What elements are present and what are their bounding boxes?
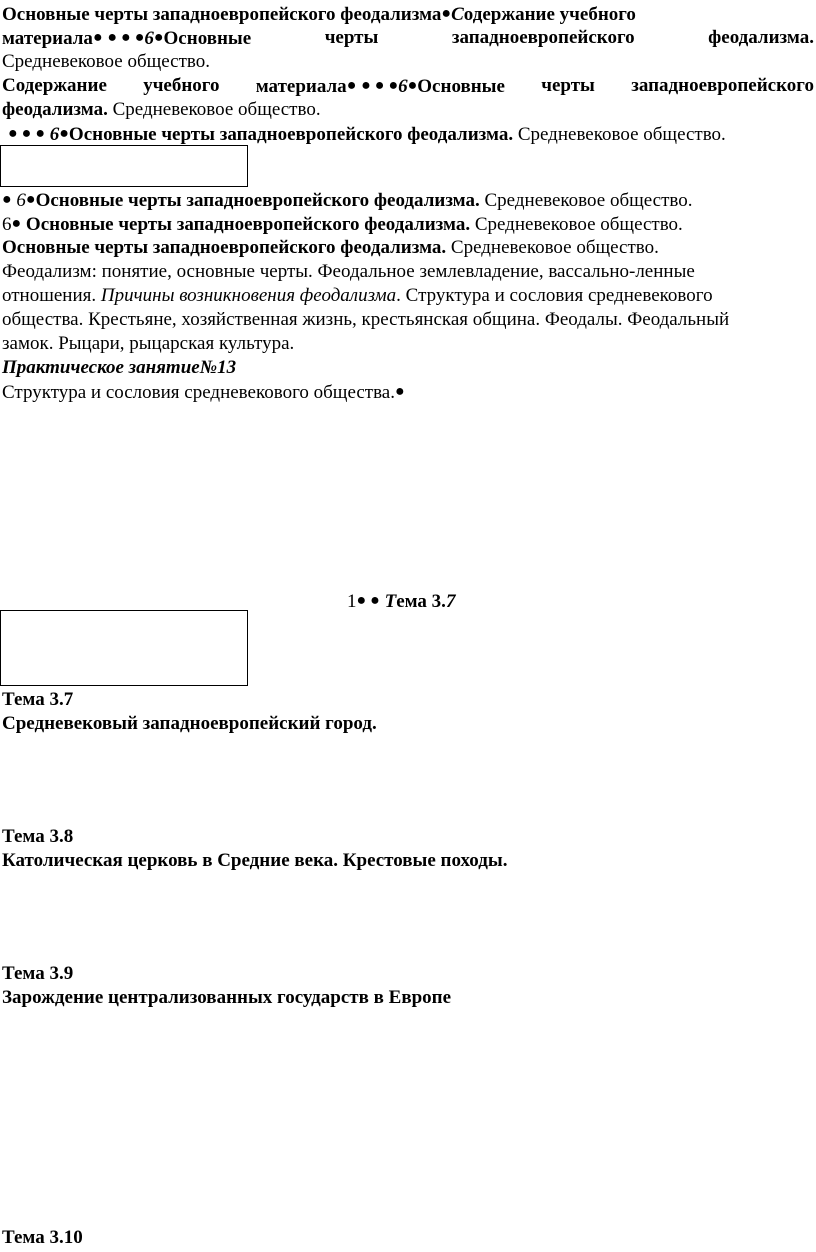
body-text: отношения. [2, 285, 101, 306]
bullet-dots-icon: ● ● [356, 592, 380, 609]
page-number: 1 [347, 591, 357, 612]
bullet-dots-icon: ● ● ● [107, 29, 145, 46]
bullet-dots-icon: ● ● ● [361, 77, 399, 94]
heading-line-4 [2, 74, 814, 100]
heading-word-group-4 [256, 74, 505, 100]
bullet-icon: ● [153, 29, 164, 46]
practice-label: Практическое занятие№13 [2, 357, 237, 378]
body-italic-text: Причины возникновения феодализма [100, 285, 397, 306]
bullet-dots-icon: ● ● ● [8, 125, 45, 142]
body-line-13: замок. Рыцари, рыцарская культура. [2, 333, 295, 354]
topic-title: Зарождение централизованных государств в Европе [2, 987, 452, 1008]
heading-text: Основные черты западноевропейского феодализма. [35, 190, 480, 211]
body-line-10: Феодализм: понятие, основные черты. Феодальное землевладение, вассально-ленные [2, 261, 695, 282]
practice-line [2, 380, 814, 406]
heading-text-rest: одержание учебного [463, 4, 636, 25]
footnote-number: 6 [16, 190, 26, 211]
body-line-9 [2, 236, 814, 261]
heading-text: Основные черты западноевропейского феодализма. [2, 237, 447, 258]
body-text: Средневековое общество. [513, 124, 726, 145]
topic-label: Тема 3.7 [2, 689, 74, 710]
bullet-icon: ● [441, 5, 452, 22]
body-line-12: общества. Крестьяне, хозяйственная жизнь, крестьянская община. Феодалы. Феодальный [2, 309, 730, 330]
body-line-7 [2, 188, 814, 214]
body-line-8 [2, 212, 814, 238]
page-marker [347, 589, 814, 615]
footnote-number: 6 [2, 214, 12, 235]
topic-label: Тема 3.9 [2, 963, 74, 984]
body-line-6 [8, 122, 814, 148]
heading-word: черты [541, 75, 595, 96]
empty-frame [0, 610, 248, 686]
heading-word: западноевропейского [451, 27, 635, 48]
topic-marker-letter: Т [384, 591, 397, 612]
topic-marker-number: 7 [445, 591, 456, 612]
heading-word: материала [255, 76, 347, 97]
body-line-11 [2, 284, 814, 309]
heading-text: Основные черты западноевропейского феодализма [2, 4, 442, 25]
heading-italic-letter: С [451, 4, 464, 25]
heading-word: учебного [143, 75, 220, 96]
bullet-icon: ● [2, 191, 12, 208]
topic-title: Средневековый западноевропейский город. [2, 713, 377, 734]
heading-word: материала [2, 28, 93, 49]
topic-marker-text: ема 3. [396, 591, 446, 612]
bullet-icon: ● [92, 29, 103, 46]
heading-word: Основные [163, 28, 252, 49]
footnote-number: 6 [49, 124, 60, 145]
footnote-number: 6 [398, 76, 408, 97]
heading-word: Содержание [2, 75, 107, 96]
heading-word: западноевропейского [631, 75, 814, 96]
heading-word: черты [324, 27, 379, 48]
footnote-number: 6 [144, 28, 154, 49]
topic-label: Тема 3.10 [2, 1227, 83, 1248]
body-line-3: Средневековое общество. [2, 51, 210, 72]
bullet-icon: ● [59, 125, 69, 142]
body-text: Средневековое общество. [107, 99, 321, 120]
body-text: Средневековое общество. [446, 237, 659, 258]
bullet-icon: ● [407, 77, 418, 94]
bullet-icon: ● [25, 191, 36, 208]
bullet-icon: ● [395, 383, 405, 400]
heading-word: феодализма. [708, 27, 814, 48]
bullet-icon: ● [11, 215, 22, 232]
heading-text: Основные черты западноевропейского феодализма. [68, 124, 514, 145]
heading-line-2 [2, 26, 814, 52]
body-line-5 [2, 98, 814, 123]
heading-word-group-1 [2, 26, 251, 52]
heading-word: Основные [417, 76, 505, 97]
empty-frame [0, 145, 248, 187]
heading-text: Основные черты западноевропейского феодализма. [25, 214, 471, 235]
topic-title: Католическая церковь в Средние века. Крестовые походы. [2, 850, 508, 871]
body-text: Средневековое общество. [479, 190, 693, 211]
practice-text: Структура и сословия средневекового общества. [2, 382, 395, 403]
topic-label: Тема 3.8 [2, 826, 74, 847]
heading-line-1 [2, 2, 814, 28]
heading-text: феодализма. [2, 99, 108, 120]
bullet-icon: ● [346, 77, 357, 94]
body-text: . Структура и сословия средневекового [396, 285, 713, 306]
body-text: Средневековое общество. [470, 214, 683, 235]
